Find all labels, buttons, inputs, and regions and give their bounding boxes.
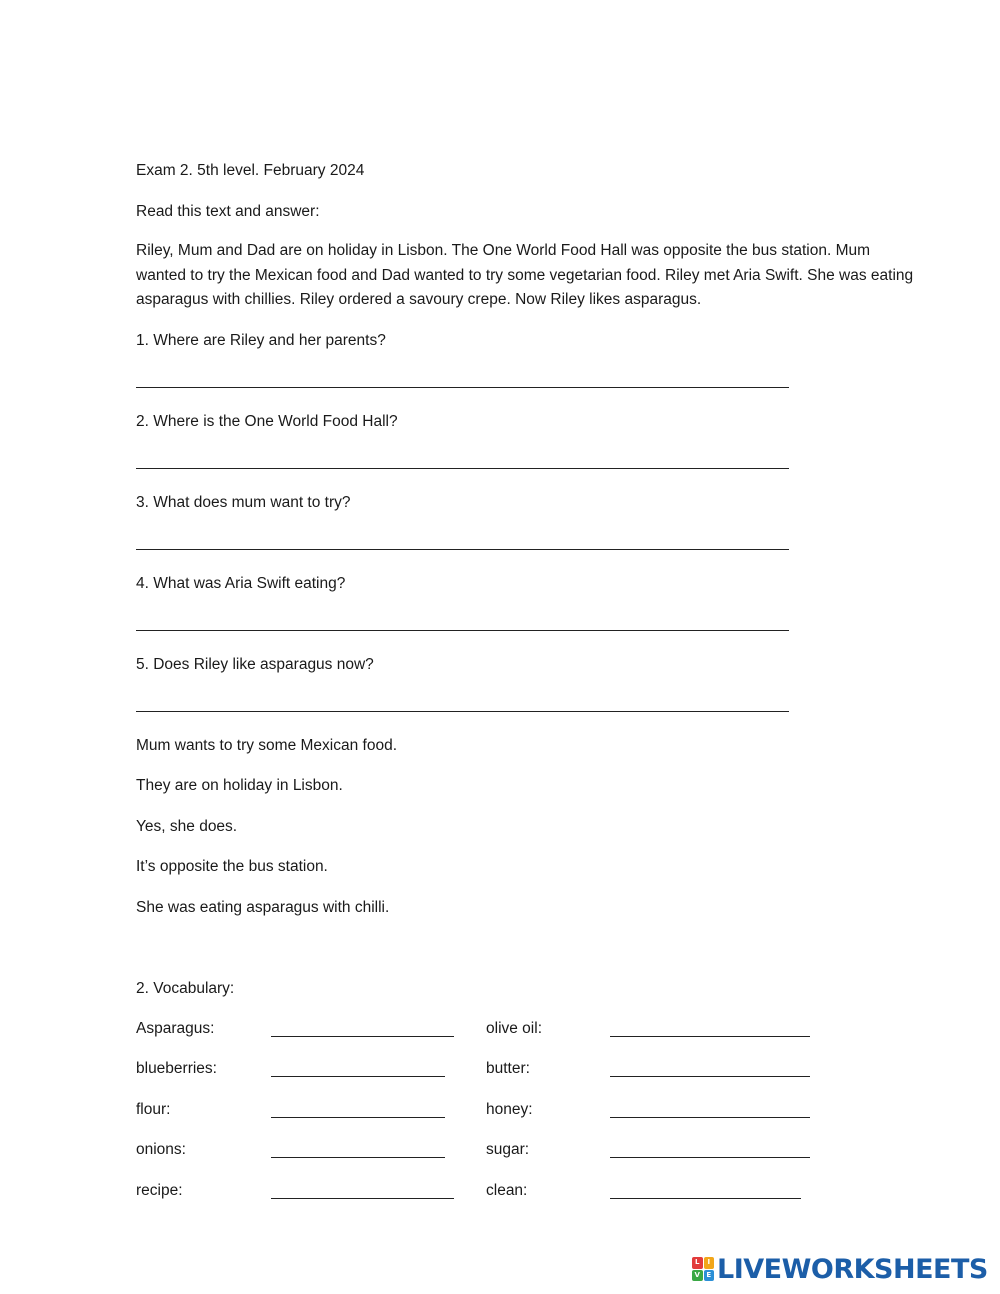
logo-badge-letter: V [692, 1270, 703, 1282]
answer-option[interactable]: She was eating asparagus with chilli. [136, 899, 390, 916]
vocab-word: recipe: [136, 1182, 183, 1199]
vocab-word: onions: [136, 1141, 186, 1158]
vocab-word: honey: [486, 1101, 533, 1118]
answer-option[interactable]: Yes, she does. [136, 818, 238, 835]
answer-line-1[interactable] [136, 387, 789, 388]
vocab-word: flour: [136, 1101, 171, 1118]
vocab-word: Asparagus: [136, 1020, 215, 1037]
vocab-word: sugar: [486, 1141, 530, 1158]
vocab-word: butter: [486, 1060, 530, 1077]
answer-line-5[interactable] [136, 711, 789, 712]
question-1: 1. Where are Riley and her parents? [136, 332, 386, 349]
logo-text: LIVEWORKSHEETS [717, 1253, 988, 1285]
vocab-blank[interactable] [271, 1117, 445, 1118]
vocab-word: olive oil: [486, 1020, 542, 1037]
instruction: Read this text and answer: [136, 203, 320, 220]
reading-text: Riley, Mum and Dad are on holiday in Lisbon. The One World Food Hall was opposite the bus station. Mum wanted to try the Mexican food and Dad wanted to try some vegetarian food. Riley met Aria Swift. She was eating asparagus with chillies. Riley ordered a savoury crepe. Now Riley likes asparagus. [136, 242, 914, 308]
vocab-blank[interactable] [610, 1198, 801, 1199]
question-2: 2. Where is the One World Food Hall? [136, 413, 398, 430]
vocab-blank[interactable] [271, 1076, 445, 1077]
logo-badge-letter: L [692, 1257, 703, 1269]
vocabulary-title: 2. Vocabulary: [136, 980, 235, 997]
logo-badge-letter: I [704, 1257, 715, 1269]
exam-title: Exam 2. 5th level. February 2024 [136, 162, 365, 179]
question-3: 3. What does mum want to try? [136, 494, 351, 511]
answer-option[interactable]: Mum wants to try some Mexican food. [136, 737, 398, 754]
vocab-word: blueberries: [136, 1060, 217, 1077]
answer-line-3[interactable] [136, 549, 789, 550]
liveworksheets-logo[interactable] [692, 1254, 988, 1284]
vocab-blank[interactable] [271, 1036, 454, 1037]
question-5: 5. Does Riley like asparagus now? [136, 656, 374, 673]
question-4: 4. What was Aria Swift eating? [136, 575, 346, 592]
answer-line-4[interactable] [136, 630, 789, 631]
vocab-blank[interactable] [610, 1036, 810, 1037]
logo-badge-icon [692, 1257, 714, 1281]
vocab-blank[interactable] [610, 1117, 810, 1118]
vocab-word: clean: [486, 1182, 528, 1199]
answer-option[interactable]: They are on holiday in Lisbon. [136, 777, 343, 794]
logo-badge-letter: E [704, 1270, 715, 1282]
vocab-blank[interactable] [271, 1198, 454, 1199]
vocab-blank[interactable] [610, 1157, 810, 1158]
answer-line-2[interactable] [136, 468, 789, 469]
answer-option[interactable]: It’s opposite the bus station. [136, 858, 328, 875]
vocab-blank[interactable] [271, 1157, 445, 1158]
vocab-blank[interactable] [610, 1076, 810, 1077]
